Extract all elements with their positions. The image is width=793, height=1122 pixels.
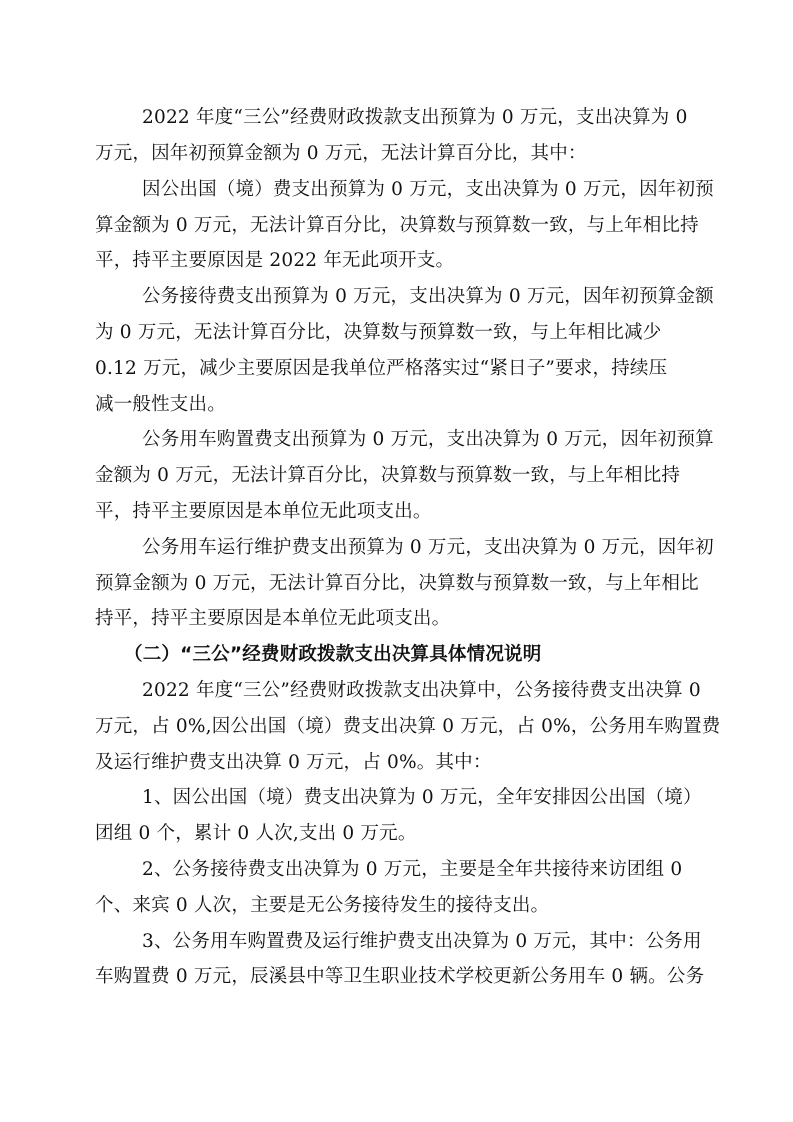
- section-heading: （二）“三公”经费财政拨款支出决算具体情况说明: [124, 644, 542, 665]
- paragraph-line: 万元，占 0%,因公出国（境）费支出决算 0 万元，占 0%，公务用车购置费: [95, 716, 721, 737]
- paragraph-line: 及运行维护费支出决算 0 万元，占 0%。其中：: [95, 752, 492, 773]
- paragraph-line: 团组 0 个，累计 0 人次,支出 0 万元。: [95, 823, 417, 844]
- paragraph-line: 2、公务接待费支出决算为 0 万元，主要是全年共接待来访团组 0: [142, 859, 683, 880]
- paragraph-line: 个、来宾 0 人次，主要是无公务接待发生的接待支出。: [95, 895, 550, 916]
- paragraph-line: 金额为 0 万元，无法计算百分比，决算数与预算数一致，与上年相比持: [95, 465, 681, 486]
- paragraph-line: 平，持平主要原因是 2022 年无此项开支。: [95, 250, 455, 271]
- paragraph-line: 平，持平主要原因是本单位无此项支出。: [95, 501, 432, 522]
- paragraph-line: 预算金额为 0 万元，无法计算百分比，决算数与预算数一致，与上年相比: [95, 573, 699, 594]
- paragraph-line: 算金额为 0 万元，无法计算百分比，决算数与预算数一致，与上年相比持: [95, 215, 699, 236]
- paragraph-line: 为 0 万元，无法计算百分比，决算数与预算数一致，与上年相比减少: [95, 322, 662, 343]
- paragraph-line: 持平，持平主要原因是本单位无此项支出。: [95, 608, 451, 629]
- paragraph-line: 1、因公出国（境）费支出决算为 0 万元，全年安排因公出国（境）: [142, 787, 702, 808]
- paragraph-line: 公务用车运行维护费支出预算为 0 万元，支出决算为 0 万元，因年初: [142, 537, 714, 558]
- paragraph-line: 车购置费 0 万元，辰溪县中等卫生职业技术学校更新公务用车 0 辆。公务: [95, 966, 705, 987]
- paragraph-line: 万元，因年初预算金额为 0 万元，无法计算百分比，其中：: [95, 143, 587, 164]
- paragraph-line: 公务用车购置费支出预算为 0 万元，支出决算为 0 万元，因年初预算: [142, 429, 714, 450]
- paragraph-line: 0.12 万元，减少主要原因是我单位严格落实过“紧日子”要求，持续压: [95, 358, 668, 379]
- paragraph-line: 2022 年度“三公”经费财政拨款支出决算中，公务接待费支出决算 0: [142, 680, 701, 701]
- paragraph-line: 公务接待费支出预算为 0 万元，支出决算为 0 万元，因年初预算金额: [142, 286, 714, 307]
- paragraph-line: 2022 年度“三公”经费财政拨款支出预算为 0 万元，支出决算为 0: [142, 107, 688, 128]
- paragraph-line: 3、公务用车购置费及运行维护费支出决算为 0 万元，其中：公务用: [142, 931, 702, 952]
- paragraph-line: 减一般性支出。: [95, 394, 226, 415]
- paragraph-line: 因公出国（境）费支出预算为 0 万元，支出决算为 0 万元，因年初预: [142, 179, 714, 200]
